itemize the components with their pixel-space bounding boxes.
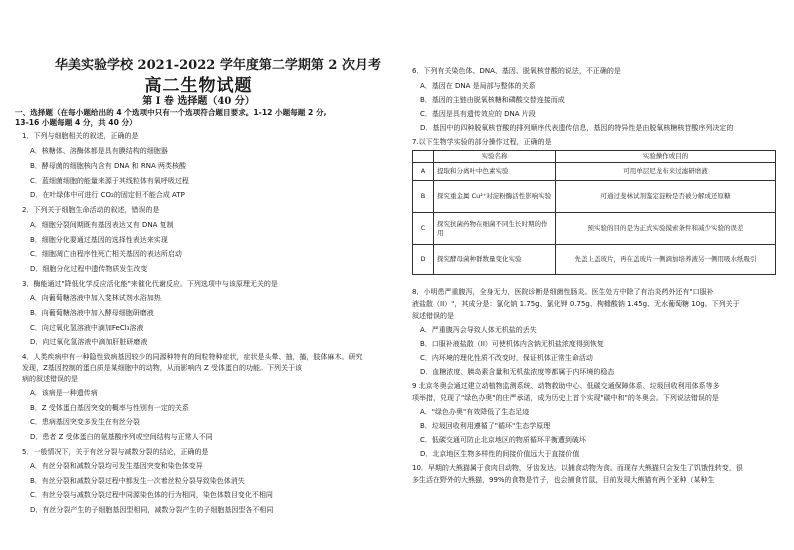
q5-option-c: C．有丝分裂与减数分裂过程中同源染色体的行为相同，染色体数目变化不相同 [30, 491, 273, 499]
q3-option-a: A．向葡萄糖溶液中加入斐林试剂水浴加热 [30, 294, 161, 302]
q8-option-d: D．血糖浓度、胰岛素含量和无机盐浓度等都属于内环境的稳态 [420, 368, 615, 376]
q9-option-c: C．低碳交通可防止北京地区的物质循环平衡遭到破坏 [420, 436, 586, 444]
q4-option-a: A．该病是一种遗传病 [30, 389, 98, 397]
question-4-line-1: 4．人类疾病中有一种隐性致病基因较少的同源种特有的间粒特种症状，症状是头晕、抽，搐，肢体麻木。研究 [22, 353, 363, 361]
q8-option-a: A．严重腹泻会导致人体无机盐的丢失 [420, 326, 537, 334]
table-header-row [413, 151, 776, 163]
q4-option-d: D．患者 Z 受体蛋白的氨基酸序列或空间结构与正常人不同 [30, 433, 213, 441]
school-exam-title: 华美实验学校 2021-2022 学年度第二学期第 2 次月考 [55, 58, 381, 73]
table-cell: 可通过斐林试剂鉴定淀粉是否被分解成还原糖 [556, 181, 776, 213]
table-header-cell: 实验名称 [434, 151, 556, 163]
q9-option-d: D．北京地区生物多样性的间接价值远大于直接价值 [420, 450, 580, 458]
q2-option-b: B．细胞分化要通过基因的选择性表达来实现 [30, 236, 168, 244]
table-cell: D [413, 245, 434, 275]
question-8-line-3: 叙述错误的是 [412, 312, 454, 320]
table-cell: 预实验的目的是为正式实验摸索条件和减少实验的误差 [556, 213, 776, 245]
table-cell: 提取和分离叶中色素实验 [434, 163, 556, 181]
table-row [413, 181, 776, 213]
question-1: 1．下列与细胞相关的叙述，正确的是 [22, 132, 139, 140]
table-row [413, 163, 776, 181]
q1-option-d: D．在叶绿体中可进行 CO₂的固定但不能合成 ATP [30, 191, 185, 199]
q9-option-a: A．"绿色办奥"有效降低了生态足迹 [420, 408, 530, 416]
question-8-line-1: 8．小明患严重腹泻，全身无力，医院诊断是细菌性肠炎。医生处方中除了有治炎药外还有"口服补 [412, 288, 714, 296]
question-4-line-2: 发现，Z基因控制的蛋白质是某细胞中的动物，从而影响内 Z 受体蛋白的功能。下列关于该 [22, 364, 303, 372]
table-cell: 探究重金属 Cu²⁺对淀粉酶活性影响实验 [434, 181, 556, 213]
q4-option-b: B．Z 受体蛋白基因突变的概率与性别有一定的关系 [30, 404, 189, 412]
question-10-line-1: 10．早期的大熊猫属于食肉目动物，牙齿发达，以捕食动物为食。而现存大熊猫只会发生了饥饿性转变，很 [412, 464, 743, 472]
question-6: 6．下列有关染色体、DNA、基因、脱氧核苷酸的说法，不正确的是 [412, 67, 621, 75]
table-cell: C [413, 213, 434, 245]
table-cell: 先盖上盖玻片，再在盖玻片一侧滴加培养液另一侧用吸水纸吸引 [556, 245, 776, 275]
section-title: 第 I 卷 选择题（40 分） [142, 96, 255, 107]
table-cell: B [413, 181, 434, 213]
question-8-line-2: 液盐散（II）"，其成分是：氯化钠 1.75g、氯化钾 0.75g、枸橼酸钠 1.45g、无水葡萄糖 10g。下列关于 [412, 300, 740, 308]
table-row [413, 213, 776, 245]
instructions-line-1: 一、选择题（在每小题给出的 4 个选项中只有一个选项符合题目要求。1-12 小题每题 2 分, [15, 108, 327, 117]
table-cell: 探究抗菌药物在细菌不同生长时期的作用 [434, 213, 556, 245]
q3-option-c: C．向过氧化氢溶液中滴加FeCl₃溶液 [30, 324, 144, 332]
q5-option-d: D．有丝分裂产生的子细胞基因型相同，减数分裂产生的子细胞基因型各不相同 [30, 506, 274, 514]
question-9-line-1: 9 北京冬奥会通过建立动植物监测系统、动物救助中心、低碳交通保障体系、垃圾回收利用体系等多 [412, 382, 720, 390]
q1-option-c: C．蓝细菌细胞的能量来源于其线粒体有氧呼吸过程 [30, 177, 189, 185]
q6-option-b: B．基因的主链由脱氧核糖和磷酸交替连接而成 [420, 96, 565, 104]
q3-option-b: B．向葡萄糖溶液中加入酵母细胞研磨液 [30, 309, 154, 317]
q1-option-a: A．核糖体、溶酶体都是具有膜结构的细胞器 [30, 147, 168, 155]
q3-option-d: D．向过氧化氢溶液中滴加肝脏研磨液 [30, 338, 148, 346]
q1-option-b: B．酵母菌的细胞核内含有 DNA 和 RNA 两类核酸 [30, 162, 187, 170]
q8-option-b: B．口服补液盐散（II）可使机体内含钠无机盐浓度得到恢复 [420, 340, 604, 348]
subject-title: 高二生物试题 [144, 76, 253, 96]
question-9-line-2: 项举措，兑现了"绿色办奥"的庄严承诺，成为历史上首个实现"碳中和"的冬奥会。下列说法错误的是 [412, 394, 719, 402]
table-cell: 可用单层尼龙布来过滤研磨液 [556, 163, 776, 181]
question-4-line-3: 病的叙述错误的是 [22, 375, 78, 383]
q8-option-c: C．内环境的理化性质不改变时，保证机体正常生命活动 [420, 354, 593, 362]
q6-option-c: C．基因是具有遗传效应的 DNA 片段 [420, 110, 536, 118]
question-7: 7.以下生物学实验的部分操作过程，正确的是 [412, 138, 552, 146]
table-cell: 探究酵母菌种群数量变化实验 [434, 245, 556, 275]
q2-option-d: D．细胞分化过程中遗传物质发生改变 [30, 265, 148, 273]
experiment-table [412, 150, 776, 275]
table-row [413, 245, 776, 275]
table-header-cell: 实验操作或目的 [556, 151, 776, 163]
question-3: 3．酶能通过"降低化学反应活化能"来催化代谢反应。下列选项中与该原理无关的是 [22, 280, 278, 288]
q5-option-a: A．有丝分裂和减数分裂均可发生基因突变和染色体变异 [30, 462, 203, 470]
q9-option-b: B．垃圾回收利用遵循了"循环"生态学原理 [420, 422, 551, 430]
table-header-cell [413, 151, 434, 163]
q2-option-a: A．细胞分裂间期既有基因表达又有 DNA 复制 [30, 221, 174, 229]
question-5: 5．一般情况下，关于有丝分裂与减数分裂的结论，正确的是 [22, 448, 209, 456]
q6-option-a: A．基因在 DNA 是局部与整体的关系 [420, 82, 536, 90]
instructions-line-2: 13-16 小题每题 4 分，共 40 分） [15, 118, 137, 127]
question-2: 2．下列关于细胞生命活动的叙述，错误的是 [22, 206, 160, 214]
table-cell: A [413, 163, 434, 181]
q6-option-d: D．基因中的四种脱氧核苷酸的排列顺序代表遗传信息，基因的特异性是由脱氧核糖核苷酸序列决定的 [420, 124, 734, 132]
q2-option-c: C．细胞凋亡由程序性死亡相关基因的表达所启动 [30, 250, 182, 258]
q5-option-b: B．有丝分裂和减数分裂过程中都发生一次着丝粒分裂导致染色体消失 [30, 477, 245, 485]
question-10-line-2: 多生活在野外的大熊猫，99%的食物是竹子，也会捕食竹鼠，目前发现大熊猫有两个亚种（某种生 [412, 476, 715, 484]
q4-option-c: C．患病基因突变多发生在有丝分裂 [30, 418, 140, 426]
